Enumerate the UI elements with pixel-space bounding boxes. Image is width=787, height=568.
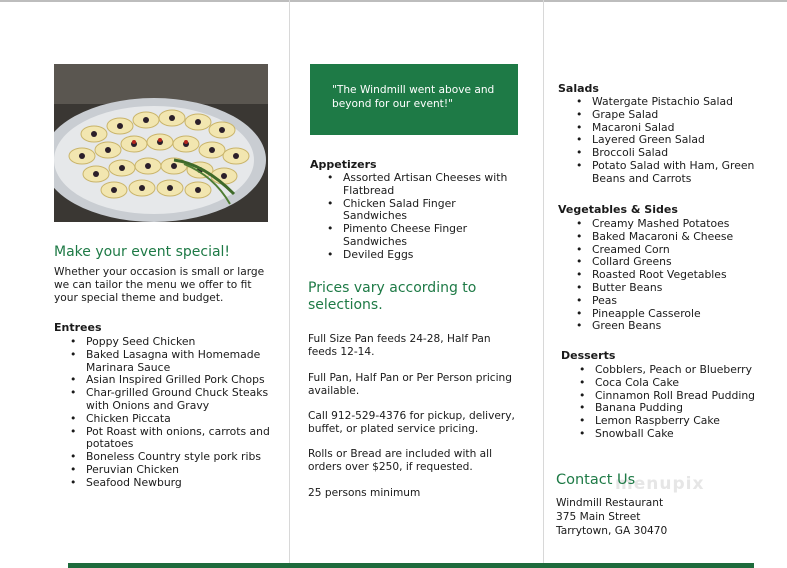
list-item: • Coca Cola Cake (577, 377, 785, 390)
panel-left (0, 0, 289, 568)
list-item: • Chicken Piccata (68, 413, 274, 426)
list-item: • Cinnamon Roll Bread Pudding (577, 390, 785, 403)
list-item: • Green Beans (574, 320, 780, 333)
bottom-bar (68, 563, 754, 568)
address-street: 375 Main Street (556, 511, 641, 523)
list-item: • Baked Macaroni & Cheese (574, 231, 780, 244)
event-heading: Make your event special! (54, 244, 231, 260)
list-item: • Asian Inspired Grilled Pork Chops (68, 374, 274, 387)
list-item: • Poppy Seed Chicken (68, 336, 274, 349)
list-item: • Layered Green Salad (574, 134, 786, 147)
note-call: Call 912-529-4376 for pickup, delivery, buffet, or plated service pricing. (308, 410, 515, 435)
list-item: • Watergate Pistachio Salad (574, 96, 786, 109)
address-city: Tarrytown, GA 30470 (556, 525, 668, 537)
address-block (556, 496, 667, 538)
desserts-list (577, 364, 785, 441)
testimonial-box: "The Windmill went above and beyond for our event!" (310, 64, 518, 135)
list-item: • Peruvian Chicken (68, 464, 274, 477)
list-item: • Lemon Raspberry Cake (577, 415, 785, 428)
list-item: • Assorted Artisan Cheeses with Flatbread (325, 172, 513, 198)
list-item: • Chicken Salad Finger Sandwiches (325, 198, 513, 224)
prices-heading: Prices vary according to selections. (308, 280, 477, 313)
entrees-title: Entrees (54, 321, 102, 334)
note-rolls: Rolls or Bread are included with all orders over $250, if requested. (308, 448, 493, 473)
note-pricing: Full Pan, Half Pan or Per Person pricing available. (308, 372, 512, 397)
list-item: • Potato Salad with Ham, Green Beans and Carrots (574, 160, 786, 186)
appetizers-list (325, 172, 513, 262)
list-item: • Peas (574, 295, 780, 308)
note-minimum: 25 persons minimum (308, 487, 421, 499)
list-item: • Pimento Cheese Finger Sandwiches (325, 223, 513, 249)
contact-heading: Contact Us (556, 472, 636, 488)
list-item: • Roasted Root Vegetables (574, 269, 780, 282)
list-item: • Boneless Country style pork ribs (68, 451, 274, 464)
watermark: menupix (615, 474, 705, 494)
salads-title: Salads (558, 82, 599, 95)
list-item: • Char-grilled Ground Chuck Steaks with Onions and Gravy (68, 387, 274, 413)
panel-middle (289, 0, 543, 568)
list-item: • Butter Beans (574, 282, 780, 295)
address-name: Windmill Restaurant (556, 497, 664, 509)
sides-list (574, 218, 780, 333)
salads-list (574, 96, 786, 186)
list-item: • Banana Pudding (577, 402, 785, 415)
sides-title: Vegetables & Sides (558, 203, 678, 216)
desserts-title: Desserts (561, 349, 616, 362)
list-item: • Pineapple Casserole (574, 308, 780, 321)
list-item: • Seafood Newburg (68, 477, 274, 490)
appetizers-title: Appetizers (310, 158, 377, 171)
list-item: • Snowball Cake (577, 428, 785, 441)
entrees-list (68, 336, 274, 490)
list-item: • Creamy Mashed Potatoes (574, 218, 780, 231)
list-item: • Pot Roast with onions, carrots and potatoes (68, 426, 274, 452)
list-item: • Creamed Corn (574, 244, 780, 257)
list-item: • Cobblers, Peach or Blueberry (577, 364, 785, 377)
list-item: • Deviled Eggs (325, 249, 513, 262)
panel-right (543, 0, 787, 568)
intro-text: Whether your occasion is small or large we can tailor the menu we offer to fit your special theme and budget. (54, 266, 265, 304)
platter-illustration (54, 64, 268, 222)
list-item: • Grape Salad (574, 109, 786, 122)
list-item: • Baked Lasagna with Homemade Marinara Sauce (68, 349, 274, 375)
list-item: • Macaroni Salad (574, 122, 786, 135)
note-pan-sizes: Full Size Pan feeds 24-28, Half Pan feeds 12-14. (308, 333, 491, 358)
deviled-eggs-photo (54, 64, 268, 222)
list-item: • Broccoli Salad (574, 147, 786, 160)
list-item: • Collard Greens (574, 256, 780, 269)
